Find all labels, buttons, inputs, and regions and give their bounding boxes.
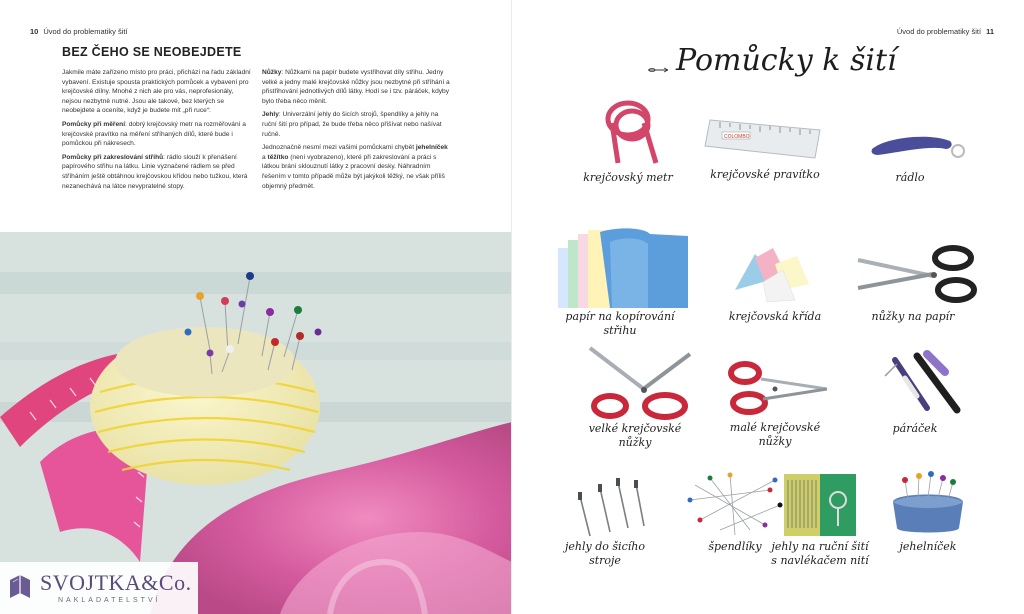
pincushion-photo <box>0 232 512 614</box>
measuring-paragraph <box>62 120 252 149</box>
pincushion-text-e: (není vyobrazeno), které při zakreslování a práci s látkou brání sklouznutí látky z pracovní desky. Náhradním řešením v tomto případě může být jakýkoli těžký, ne však příliš objemný předmět. <box>262 153 445 190</box>
pincushion-photo-art <box>0 232 512 614</box>
tool-label-multiline <box>700 421 850 449</box>
tool-label-line1: jehly do šicího <box>565 540 645 553</box>
tool-label-line1: papír na kopírování <box>565 310 675 323</box>
pincushion-text-a: Jednoznačně nesmí mezi vašimi pomůckami chybět <box>262 144 416 152</box>
tool-pincushion <box>863 468 993 554</box>
tool-small-scissors <box>700 355 850 449</box>
tool-label-line1: jehly na ruční šití <box>771 540 869 553</box>
tool-label-line1: malé krejčovské <box>729 421 821 434</box>
left-page-number: 10 <box>30 27 39 36</box>
tool-label: krejčovské pravítko <box>710 168 820 181</box>
tool-label-line2: nůžky <box>618 436 652 449</box>
hand-needles-icon <box>780 470 860 540</box>
needles-text: : Univerzální jehly do šicích strojů, špendlíky a jehly na ruční šití pro případ, že bude třeba něco přišívat nebo našívat ručně. <box>262 111 442 138</box>
weight-label: těžítko <box>267 153 289 161</box>
book-logo-icon <box>8 572 32 602</box>
tracing-wheel-icon <box>850 115 970 171</box>
intro-paragraph: Jakmile máte zařízeno místo pro práci, přichází na řadu základní vybavení. Existuje spousta praktických pomůcek a vybavení pro krejčovské dílny. Mnohé z nich ale pro vás, neprofesionály, nejsou nezbytně nutné. Jsou ale takové, bez kterých se neobejdete a oceníte, když je budete mít „při ruce“: <box>62 69 251 115</box>
scissors-label: Nůžky <box>262 69 282 76</box>
page-title: Pomůcky k šití <box>676 43 897 78</box>
tool-label: jehelníček <box>899 540 957 553</box>
needles-paragraph <box>262 110 452 139</box>
marking-text: : rádlo slouží k přenášení papírového střihu na látku. Linie vyznačené rádlem se před stříháním ještě obtáhnou krejčovskou křídou nebo tužkou, která nezanechává na látce nevypratelné stopy. <box>62 153 248 190</box>
tool-label-multiline <box>530 540 680 568</box>
text-column-2 <box>262 68 452 195</box>
tool-tracing-paper <box>545 222 695 338</box>
title-needle-icon <box>648 63 670 77</box>
marking-paragraph <box>62 153 252 191</box>
tool-tracing-wheel <box>835 115 985 185</box>
tool-label-line1: velké krejčovské <box>588 422 682 435</box>
tool-large-shears <box>560 340 710 450</box>
machine-needles-icon <box>550 478 660 540</box>
tool-label: krejčovská křída <box>728 310 822 323</box>
tool-label-line2: s navlékačem nití <box>771 554 869 567</box>
paper-scissors-icon <box>848 238 978 310</box>
tool-label: krejčovský metr <box>583 171 673 184</box>
large-shears-icon <box>570 340 700 422</box>
tool-label: rádlo <box>895 171 925 184</box>
tool-paper-scissors <box>838 238 988 324</box>
pincushion-text-c: a <box>262 153 268 161</box>
section-heading: BEZ ČEHO SE NEOBEJDETE <box>62 45 242 59</box>
tool-label: špendlíky <box>708 540 762 553</box>
tool-machine-needles <box>530 478 680 568</box>
publisher-name: SVOJTKA&Co. <box>40 570 192 595</box>
measuring-label: Pomůcky při měření <box>62 120 126 128</box>
seam-ripper-icon <box>865 350 965 422</box>
pincushion-label: jehelníček <box>415 144 448 152</box>
publisher-subtitle: NAKLADATELSTVÍ <box>58 597 161 604</box>
small-scissors-icon <box>715 355 835 421</box>
tool-tailors-chalk <box>700 238 850 324</box>
tool-label-line2: nůžky <box>758 435 792 448</box>
right-running-title: Úvod do problematiky šití <box>896 27 982 36</box>
tool-label-line2: střihu <box>603 324 637 337</box>
left-running-title: Úvod do problematiky šití <box>43 27 128 36</box>
tool-label: nůžky na papír <box>871 310 955 323</box>
marking-label: Pomůcky při zakreslování střihů <box>62 153 164 161</box>
ruler-brand: COLOMBO <box>724 134 750 140</box>
text-column-1 <box>62 68 252 195</box>
tool-label: páráček <box>892 422 938 435</box>
needles-label: Jehly <box>262 111 279 119</box>
tailors-chalk-icon <box>725 238 825 310</box>
right-page-number: 11 <box>986 27 994 36</box>
right-running-head <box>897 27 994 36</box>
tape-measure-icon <box>588 93 668 171</box>
measuring-text: : dobrý krejčovský metr na rozměřování a krejčovské pravítko na měření stříhaných dílů, které bude i pomůckou při nákresech. <box>62 120 246 148</box>
scissors-paragraph <box>262 68 452 106</box>
scissors-text: : Nůžkami na papír budete vystřihovat díly střihu. Jedny velké a jedny malé krejčovské nůžky jsou nezbytné při stříhání a přistřihování jednotlivých dílů látky. Hodí se i tzv. páráček, kdyby bylo třeba něco měnit. <box>262 69 450 105</box>
tool-seam-ripper <box>840 350 990 436</box>
tool-label-line2: stroje <box>589 554 621 567</box>
tracing-paper-icon <box>550 222 690 310</box>
tool-label-multiline <box>545 310 695 338</box>
pincushion-paragraph <box>262 143 452 191</box>
pincushion-icon <box>883 468 973 540</box>
tool-tape-measure <box>553 93 703 185</box>
left-running-head <box>30 27 128 36</box>
publisher-logo <box>0 562 198 614</box>
tool-ruler <box>690 110 840 182</box>
ruler-icon <box>700 110 830 168</box>
tool-label-multiline <box>560 422 710 450</box>
